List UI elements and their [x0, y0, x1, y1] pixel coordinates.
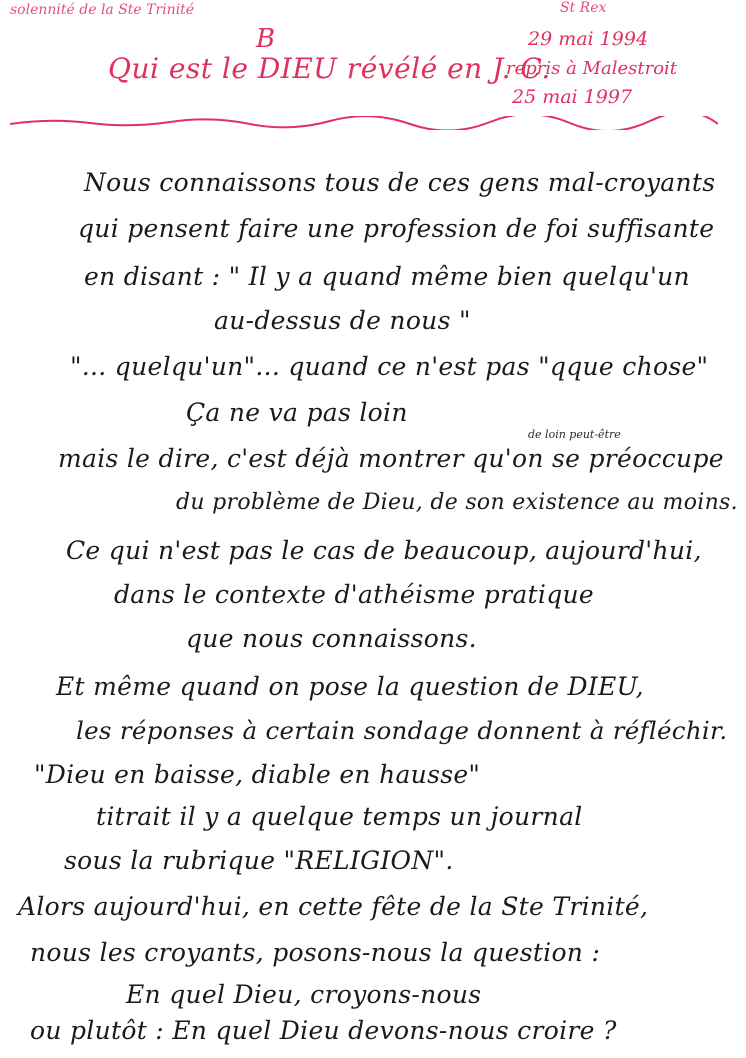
red-wavy-divider [10, 116, 718, 130]
text-line: Ça ne va pas loin [186, 398, 408, 427]
text-line: Ce qui n'est pas le cas de beaucoup, aujourd'hui, [66, 536, 702, 565]
text-line: du problème de Dieu, de son existence au moins. [176, 490, 738, 515]
text-line: au-dessus de nous " [214, 306, 471, 335]
header-repris-note: repris à Malestroit [506, 58, 678, 79]
text-line: que nous connaissons. [186, 624, 477, 653]
text-line: "... quelqu'un"... quand ce n'est pas "qque chose" [70, 352, 709, 381]
text-line: ou plutôt : En quel Dieu devons-nous croire ? [30, 1016, 617, 1045]
text-line: nous les croyants, posons-nous la question : [30, 938, 601, 967]
text-line: dans le contexte d'athéisme pratique [114, 580, 595, 609]
text-line: en disant : " Il y a quand même bien quelqu'un [84, 262, 690, 291]
page-title: Qui est le DIEU révélé en J. C. [108, 52, 551, 85]
text-line: qui pensent faire une profession de foi suffisante [78, 214, 715, 243]
text-line: sous la rubrique "RELIGION". [64, 846, 454, 875]
header-occasion: solennité de la Ste Trinité [10, 2, 195, 18]
header-date-first: 29 mai 1994 [528, 28, 649, 50]
header-date-second: 25 mai 1997 [512, 86, 633, 108]
text-line: les réponses à certain sondage donnent à réfléchir. [76, 716, 728, 745]
text-line: "Dieu en baisse, diable en hausse" [34, 760, 481, 789]
margin-annotation: de loin peut-être [528, 428, 621, 441]
header-letter: B [256, 24, 276, 54]
header-reference: St Rex [560, 0, 607, 16]
text-line: En quel Dieu, croyons-nous [126, 980, 482, 1009]
text-line: mais le dire, c'est déjà montrer qu'on se préoccupe [58, 444, 724, 473]
text-line: Et même quand on pose la question de DIEU, [56, 672, 644, 701]
text-line: Nous connaissons tous de ces gens mal-croyants [84, 168, 716, 197]
text-line: titrait il y a quelque temps un journal [96, 802, 583, 831]
text-line: Alors aujourd'hui, en cette fête de la Ste Trinité, [18, 892, 649, 921]
